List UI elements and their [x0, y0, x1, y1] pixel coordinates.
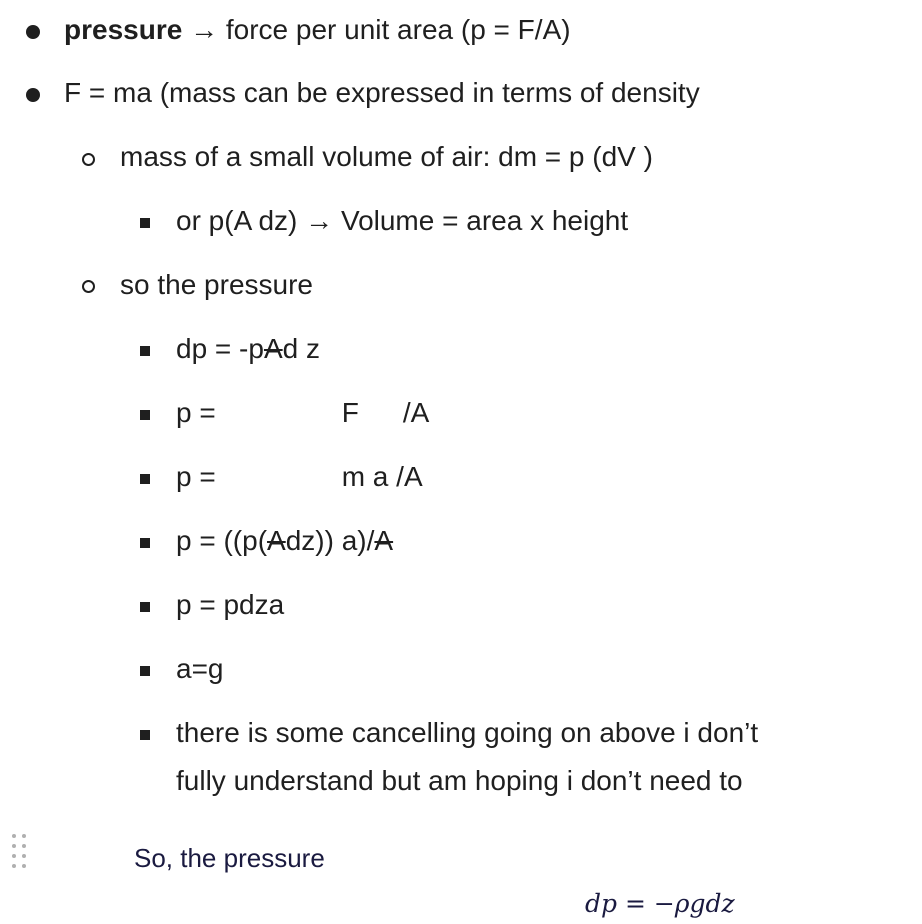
- bullet-square: [140, 346, 150, 356]
- note-p-equals-f[interactable]: p = F /A: [176, 397, 430, 428]
- bullet-square: [140, 218, 150, 228]
- note-p-equals-ma[interactable]: p = m a /A: [176, 461, 423, 492]
- bullet-square: [140, 730, 150, 740]
- bullet-circle: [82, 153, 95, 166]
- bullet-dot: [26, 88, 40, 102]
- bullet-circle: [82, 280, 95, 293]
- struck-text: A: [267, 525, 286, 556]
- bold-term: pressure: [64, 14, 183, 45]
- bullet-square: [140, 474, 150, 484]
- bullet-square: [140, 538, 150, 548]
- note-dp[interactable]: dp = -pAd z: [176, 333, 320, 364]
- bullet-dot: [26, 25, 40, 39]
- note-p-pdza[interactable]: p = pdza: [176, 589, 285, 620]
- note-p-expanded[interactable]: p = ((p(Adz)) a)/A: [176, 525, 394, 556]
- note-force[interactable]: F = ma (mass can be expressed in terms of density: [64, 77, 700, 108]
- note-cancelling-line2[interactable]: fully understand but am hoping i don’t need to: [176, 765, 743, 796]
- embedded-text: So, the pressure: [134, 843, 325, 873]
- note-mass[interactable]: mass of a small volume of air: dm = p (dV ): [120, 141, 653, 172]
- struck-text: A: [263, 333, 283, 364]
- bullet-square: [140, 666, 150, 676]
- bullet-square: [140, 602, 150, 612]
- note-volume[interactable]: or p(A dz) → Volume = area x height: [176, 205, 629, 236]
- note-pressure-definition[interactable]: pressure → force per unit area (p = F/A): [64, 14, 571, 45]
- bullet-square: [140, 410, 150, 420]
- note-a-equals-g[interactable]: a=g: [176, 653, 224, 684]
- equation: dp = −ρgdz: [585, 889, 735, 918]
- note-so-pressure[interactable]: so the pressure: [120, 269, 313, 300]
- note-cancelling-line1[interactable]: there is some cancelling going on above i don’t: [176, 717, 759, 748]
- drag-handle-icon[interactable]: [12, 834, 32, 868]
- struck-text: A: [374, 525, 394, 556]
